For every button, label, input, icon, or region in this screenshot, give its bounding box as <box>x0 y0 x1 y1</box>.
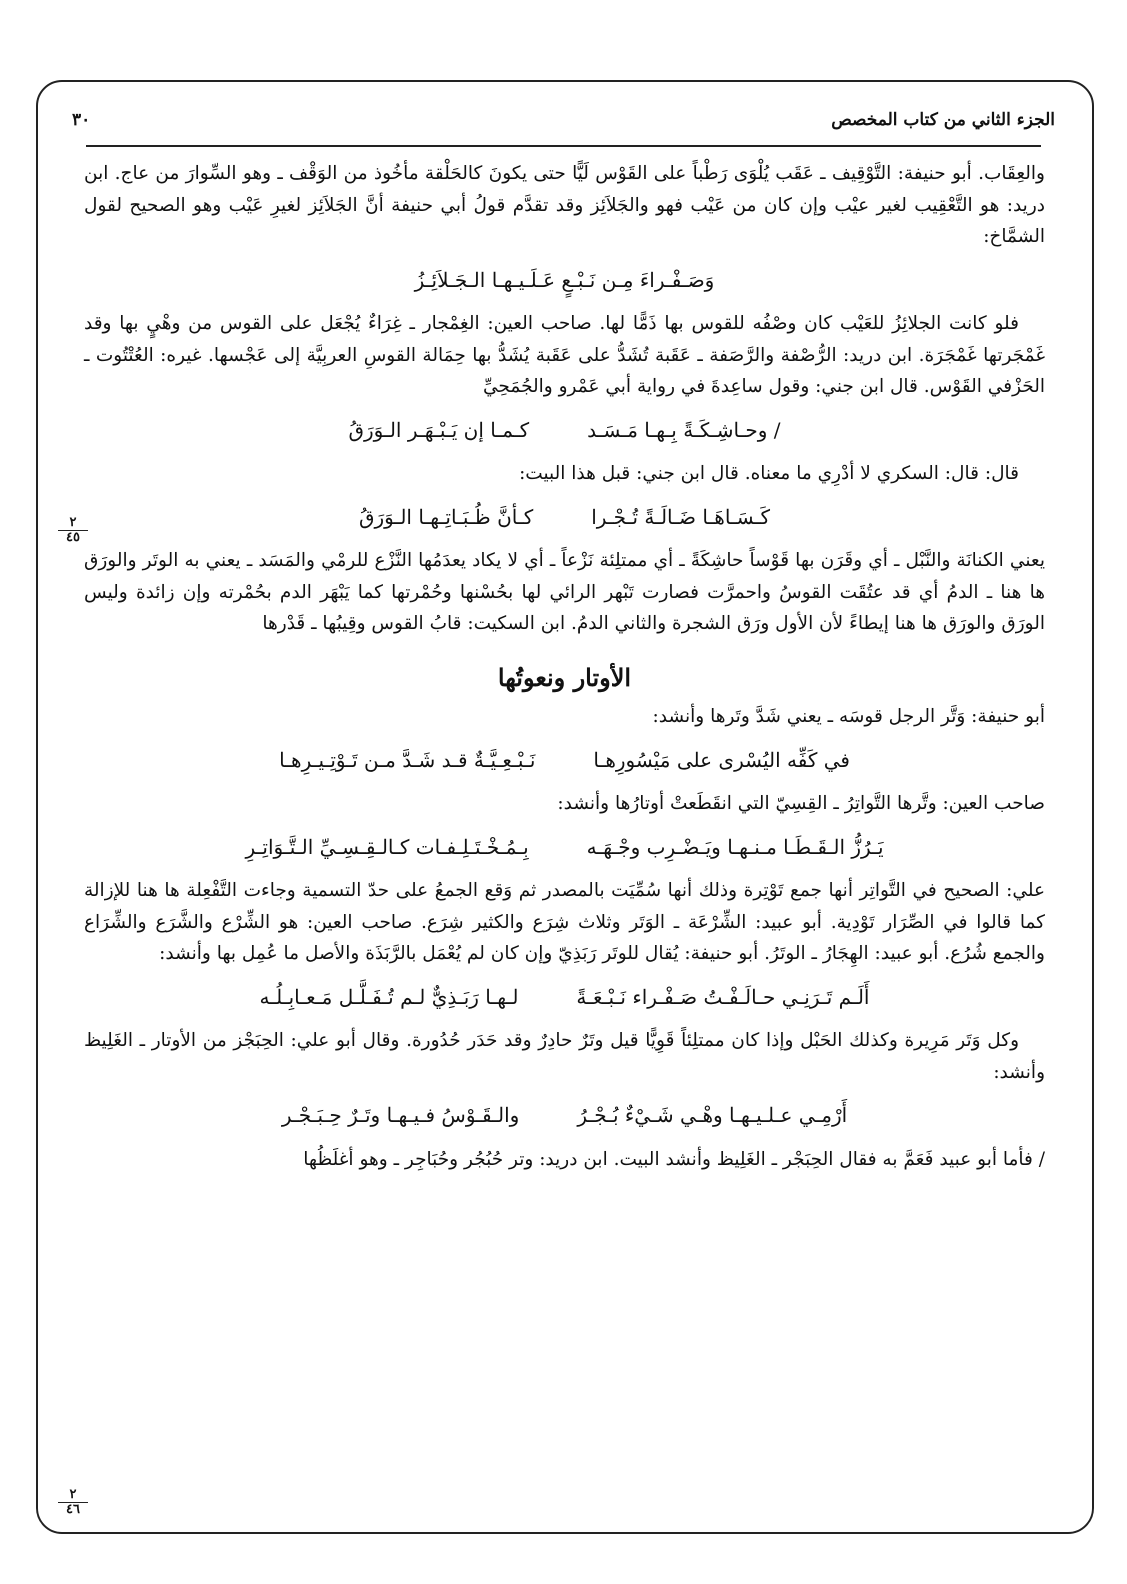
verse-second-hemistich: كـمـا إن يَـبْـهَـر الـوَرَقُ <box>348 417 530 442</box>
verse <box>84 1100 1045 1132</box>
page-number: ٣٠ <box>72 110 91 130</box>
verse-first-hemistich: في كَفِّه اليُسْرى على مَيْسُورِهـا <box>593 747 850 772</box>
section-heading: الأوتار ونعوتُها <box>497 662 632 692</box>
running-title: الجزء الثاني من كتاب المخصص <box>831 110 1055 130</box>
paragraph: علي: الصحيح في التَّواتِر أنها جمع تَوْتِرة وذلك أنها سُمِّيَت بالمصدر ثم وَقع الجمعُ على حدّ التسمية وجاءت التَّفْعِلة ها هنا للإزالة كما قالوا في الصِّرَار تَوْدِية. أبو عبيد: الشِّرْعَة ـ الوَتَر وثلاث شِرَع والكثير شِرَع. صاحب العين: هو الشِّرْع والشَّرَع والشِّرَاع والجمع شُرُع. أبو عبيد: الهِجَارُ ـ الوتَرُ. أبو حنيفة: يُقال للوتَر رَبَذِيّ وإن كان لم يُعْمَل بالرَّبَذَة والأصل ما عُمِل بها وأنشد: <box>84 880 1045 964</box>
verse <box>84 415 1045 447</box>
verse <box>84 502 1045 534</box>
verse-second-hemistich: بِـمُـخْـتَـلِـفـات كـالـقِـسِـيِّ الـتَّـوَاتِـرِ <box>245 834 529 859</box>
verse-first-hemistich: يَـرُزُّ الـقَـطَـا مـنـهـا ويَـضْـرِب وجْـهَـه <box>586 834 884 859</box>
paragraph: صاحب العين: وتَّرها التَّواتِرُ ـ القِسِيّ التي انقَطَعتْ أوتارُها وأنشد: <box>557 793 1045 814</box>
page-header <box>72 100 1055 140</box>
verse-first-hemistich: أَرْمِـي عـلـيـهـا وهْـي شَـيْءٌ بُـجْـرُ <box>577 1103 848 1127</box>
margin-note-page: ٤٥ <box>66 530 80 545</box>
verse <box>84 265 1045 297</box>
verse-second-hemistich: لـهـا رَبَـذِيٌّ لـم تُـفَـلَّـل مَـعـابِـلُـه <box>259 984 519 1009</box>
verse-second-hemistich: كـأنَّ ظُـبَـاتِـهـا الـوَرَقُ <box>358 504 534 529</box>
verse <box>84 832 1045 864</box>
paragraph: أبو حنيفة: وَتَّر الرجل قوسَه ـ يعني شَدَّ وتَرها وأنشد: <box>652 706 1045 727</box>
paragraph: فلو كانت الجلائِزُ للعَيْب كان وصْفُه للقوس بها ذَمًّا لها. صاحب العين: الغِمْجار ـ غِرَاءٌ يُجْعَل على القوس من وهْيٍ بها وقد غَمْجَرتها غَمْجَرَة. ابن دريد: الرُّصْفة والرَّصَفة ـ عَقَبة تُشَدُّ على عَقَبة يُشَدُّ بها حِمَالة القوسِ العربِيَّة إلى عَجْسها. غيره: العُتْتُوت ـ الحَزْفي القَوْس. قال ابن جني: وقول ساعِدةَ في رواية أبي عَمْرو والجُمَحِيِّ <box>84 313 1045 397</box>
verse-second-hemistich: والـقَـوْسُ فـيـهـا وتَـرٌ حِـبَـجْـر <box>281 1103 520 1127</box>
margin-note-volume: ٢ <box>58 1488 88 1503</box>
verse-first-hemistich: كَـسَـاهَـا ضَـالَـةً تُـجْـرا <box>591 504 771 529</box>
verse <box>84 745 1045 777</box>
main-text <box>84 158 1045 1175</box>
header-rule <box>86 145 1041 147</box>
verse-second-hemistich: نَـبْـعِـيَّـةٌ قـد شَـدَّ مـن تَـوْتِـيـرِهـا <box>279 747 536 772</box>
paragraph: والعِقَاب. أبو حنيفة: التَّوْقِيف ـ عَقَب يُلْوَى رَطْباً على القَوْس لَيًّا حتى يكونَ كالحَلْقة مأخُوذ من الوَقْف ـ وهو السِّوارَ من عاج. ابن دريد: هو التَّعْقِيب لغير عيْب وإن كان من عَيْب فهو والجَلاَئِز وقد تقدَّم قولُ أبي حنيفة أنَّ الجَلاَئِز لغيرِ عَيْب وهو الصحيح لقول الشمَّاخ: <box>84 163 1045 247</box>
margin-note-volume: ٢ <box>58 516 88 531</box>
verse-first-hemistich: / وحـاشِـكَـةً بِـهـا مَـسَـد <box>587 417 781 442</box>
verse <box>84 982 1045 1014</box>
margin-note-2 <box>58 1488 88 1517</box>
verse-first-hemistich: أَلَـم تَـرَنِـي حـالَـفْـتُ صَـفْـراء نَـبْـعَـةً <box>576 984 870 1009</box>
verse-hemistich: وَصَـفْـراءَ مِـن نَـبْـعٍ عَـلَـيـهـا الـجَـلاَئِـزُ <box>414 267 715 292</box>
paragraph: يعني الكنانَة والنَّبْل ـ أي وقَرَن بها قَوْساً حاشِكَةً ـ أي ممتلِئة نَزْعاً ـ أي لا يكاد يعدَمُها النَّزْع للرمْي والمَسَد ـ يعني به الوتَر والورَق ها هنا ـ الدمُ أي قد عتُقَت القوسُ واحمرَّت فصارت تَبْهر الرائي لها بحُسْنها وحُمْرتها كما يَبْهَر الدم بحُمْرته وإن زائدة وليس الورَق والورَق ها هنا إيطاءً لأن الأول ورَق الشجرة والثاني الدمُ. ابن السكيت: قابُ القوس وقِيبُها ـ قَدْرها <box>84 550 1045 634</box>
paragraph: / فأما أبو عبيد فَعَمَّ به فقال الحِبَجْر ـ الغَلِيظ وأنشد البيت. ابن دريد: وتر حُبُجُر وحُبَاجِر ـ وهو أغلَظُها <box>303 1148 1045 1170</box>
paragraph: وكل وَتَر مَرِيرة وكذلك الحَبْل وإذا كان ممتلِئاً قَوِيًّا قيل وتَرٌ حادِرٌ وقد حَدَر حُدُورة. وقال أبو علي: الحِبَجْز من الأوتار ـ الغَلِيظ وأنشد: <box>84 1030 1045 1083</box>
margin-note-page: ٤٦ <box>66 1502 80 1517</box>
paragraph: قال: قال: السكري لا أدْرِي ما معناه. قال ابن جني: قبل هذا البيت: <box>519 463 1019 484</box>
